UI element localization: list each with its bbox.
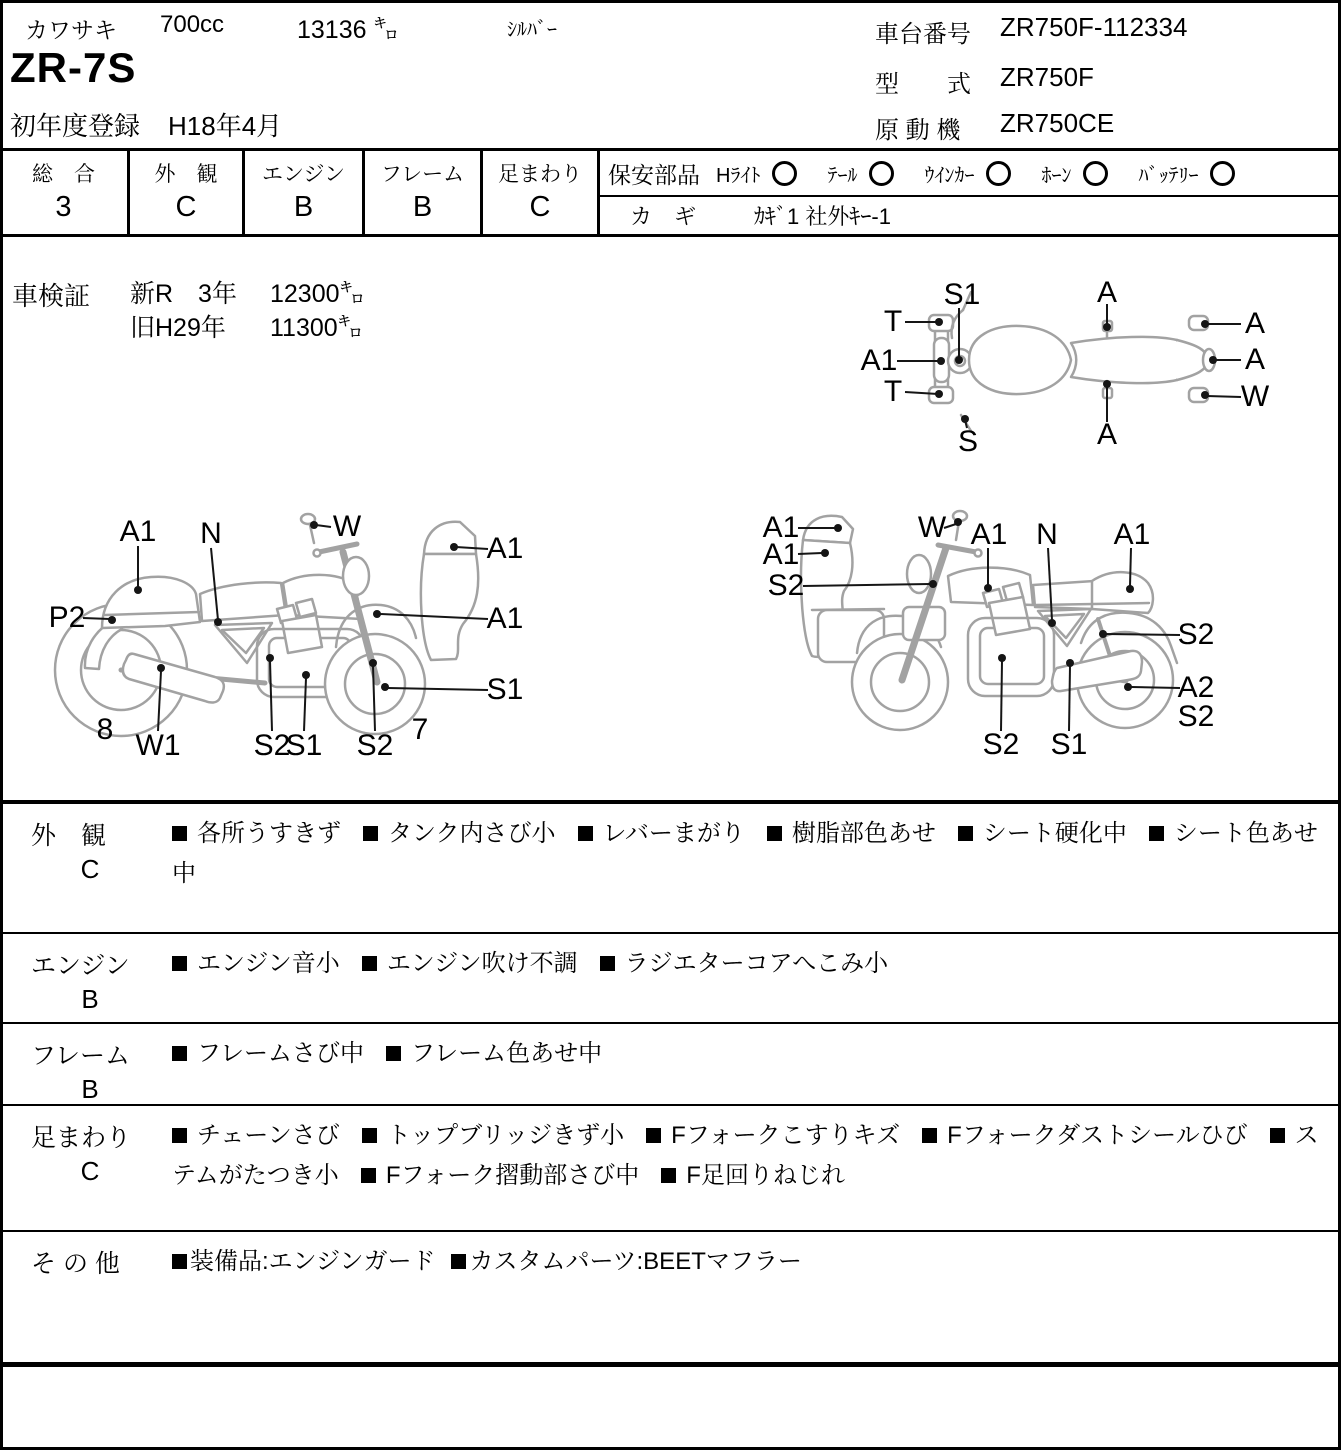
grade-cell-frame xyxy=(365,151,483,234)
damage-code-label: A xyxy=(1244,307,1266,340)
chassis-number-value: ZR750F-112334 xyxy=(1000,12,1188,42)
section-label: エンジン xyxy=(31,952,130,980)
grade-label: フレーム xyxy=(380,163,465,186)
safety-item-tail: ﾃｰﾙ xyxy=(827,159,894,188)
mileage: 13136 ㌔ xyxy=(297,16,399,44)
black-square-bullet xyxy=(922,1128,937,1143)
displacement: 700cc xyxy=(160,11,225,38)
condition-row-exterior xyxy=(0,800,1341,932)
status-circle-icon xyxy=(1210,161,1235,186)
black-square-bullet xyxy=(1270,1128,1285,1143)
grade-label: 総 合 xyxy=(32,163,95,186)
model-code-label: 型 式 xyxy=(875,71,971,98)
damage-code-label: S2 xyxy=(1177,700,1215,733)
model-name: ZR-7S xyxy=(10,44,137,91)
condition-items: チェーンさび トップブリッジきず小 Fフォークこすりキズ Fフォークダストシールひび ステムがたつき小 Fフォーク摺動部さび中 F足回りねじれ xyxy=(172,1122,1319,1189)
left-side-view-damage-diagram xyxy=(25,492,625,792)
damage-code-label: S2 xyxy=(767,569,805,602)
damage-code-label: T xyxy=(883,375,903,408)
first-registration-label: 初年度登録 xyxy=(10,111,141,141)
damage-code-label: S2 xyxy=(1177,618,1215,651)
grade-value: C xyxy=(175,191,197,223)
status-circle-icon xyxy=(986,161,1011,186)
grade-label: エンジン xyxy=(262,163,345,186)
empty-notes-row xyxy=(0,1362,1341,1448)
damage-code-label: N xyxy=(1036,518,1058,551)
tread-depth-label: 8 xyxy=(96,713,114,746)
damage-code-label: A xyxy=(1096,418,1118,451)
damage-code-label: S1 xyxy=(486,673,524,706)
section-grade: C xyxy=(80,1156,100,1186)
damage-code-label: W xyxy=(332,510,362,543)
grade-cell-overall xyxy=(0,151,130,234)
shaken-old-label: 旧H29年 xyxy=(130,314,226,342)
grade-value: B xyxy=(293,191,314,223)
section-label: そ の 他 xyxy=(31,1250,120,1278)
black-square-bullet xyxy=(361,1168,376,1183)
safety-item-horn: ﾎｰﾝ xyxy=(1041,159,1108,188)
model-code-value: ZR750F xyxy=(1000,62,1094,92)
black-square-bullet xyxy=(362,1128,377,1143)
status-circle-icon xyxy=(869,161,894,186)
body-color: ｼﾙﾊﾞｰ xyxy=(507,19,557,41)
grade-cell-exterior xyxy=(130,151,245,234)
black-square-bullet xyxy=(172,1254,187,1269)
black-square-bullet xyxy=(646,1128,661,1143)
tread-depth-label: 7 xyxy=(411,713,429,746)
grade-table xyxy=(0,148,1341,237)
engine-code-label: 原 動 機 xyxy=(875,117,961,144)
condition-items: 各所うすきず タンク内さび小 レバーまがり 樹脂部色あせ シート硬化中 シート色あせ中 xyxy=(172,820,1318,887)
maker-name: カワサキ xyxy=(25,17,117,43)
damage-code-label: A1 xyxy=(1113,518,1151,551)
grade-cell-engine xyxy=(245,151,365,234)
chassis-number-label: 車台番号 xyxy=(875,21,971,48)
damage-code-label: A1 xyxy=(486,532,524,565)
key-value: ｶｷﾞ1 社外ｷｰ-1 xyxy=(754,204,891,229)
black-square-bullet xyxy=(363,826,378,841)
damage-code-label: A1 xyxy=(762,538,800,571)
black-square-bullet xyxy=(767,826,782,841)
grade-value: C xyxy=(529,191,551,223)
black-square-bullet xyxy=(1149,826,1164,841)
safety-item-battery: ﾊﾞｯﾃﾘｰ xyxy=(1138,159,1235,188)
section-label: 外 観 xyxy=(31,822,107,850)
condition-items: フレームさび中 フレーム色あせ中 xyxy=(172,1034,1331,1074)
black-square-bullet xyxy=(172,826,187,841)
damage-code-label: A2 xyxy=(1177,671,1215,704)
condition-row-other xyxy=(0,1230,1341,1362)
damage-code-label: S1 xyxy=(285,729,323,762)
key-label: カ ギ xyxy=(630,204,697,229)
condition-row-undercarriage xyxy=(0,1104,1341,1230)
black-square-bullet xyxy=(451,1254,466,1269)
safety-parts-box xyxy=(600,151,1341,234)
black-square-bullet xyxy=(661,1168,676,1183)
black-square-bullet xyxy=(172,1128,187,1143)
condition-items: 装備品:エンジンガード カスタムパーツ:BEETマフラー xyxy=(172,1242,1331,1282)
shaken-new-label: 新R 3年 xyxy=(130,280,237,308)
black-square-bullet xyxy=(600,956,615,971)
damage-code-label: A1 xyxy=(119,515,157,548)
damage-code-label: A xyxy=(1096,276,1118,309)
safety-parts-label: 保安部品 xyxy=(608,161,700,188)
section-label: フレーム xyxy=(31,1042,131,1070)
black-square-bullet xyxy=(172,956,187,971)
key-row xyxy=(600,197,1341,234)
damage-code-label: S2 xyxy=(356,729,394,762)
damage-code-label: W xyxy=(1240,380,1270,413)
section-label: 足まわり xyxy=(31,1124,132,1152)
top-view-damage-diagram xyxy=(855,272,1335,462)
damage-code-label: S1 xyxy=(943,278,981,311)
damage-code-label: A1 xyxy=(486,602,524,635)
shaken-new-mileage: 12300㌔ xyxy=(270,280,365,308)
damage-code-label: S xyxy=(957,425,979,458)
section-grade: B xyxy=(81,1074,99,1104)
shaken-old-mileage: 11300㌔ xyxy=(270,314,363,342)
shaken-label: 車検証 xyxy=(12,281,91,311)
section-grade: B xyxy=(81,984,99,1014)
damage-code-label: S2 xyxy=(982,728,1020,761)
right-side-view-damage-diagram xyxy=(740,490,1340,790)
black-square-bullet xyxy=(362,956,377,971)
status-circle-icon xyxy=(1083,161,1108,186)
grade-value: 3 xyxy=(55,191,72,223)
first-registration-value: H18年4月 xyxy=(168,111,283,141)
grade-label: 外 観 xyxy=(154,163,218,186)
damage-code-label: S1 xyxy=(1050,728,1088,761)
safety-item-headlight: Hﾗｲﾄ xyxy=(716,159,797,188)
condition-row-frame xyxy=(0,1022,1341,1104)
damage-code-label: W xyxy=(917,511,947,544)
grade-cell-undercarriage xyxy=(483,151,600,234)
black-square-bullet xyxy=(578,826,593,841)
damage-code-label: P2 xyxy=(48,601,86,634)
damage-code-label: N xyxy=(200,517,222,550)
black-square-bullet xyxy=(386,1046,401,1061)
black-square-bullet xyxy=(172,1046,187,1061)
grade-value: B xyxy=(412,191,433,223)
damage-code-label: A1 xyxy=(860,344,898,377)
grade-label: 足まわり xyxy=(498,163,582,186)
damage-code-label: T xyxy=(883,305,903,338)
black-square-bullet xyxy=(958,826,973,841)
damage-code-label: S2 xyxy=(253,729,291,762)
section-grade: C xyxy=(80,854,100,884)
damage-code-label: W1 xyxy=(135,729,181,762)
safety-parts-row xyxy=(600,151,1341,197)
damage-code-label: A1 xyxy=(970,518,1008,551)
damage-code-label: A xyxy=(1244,343,1266,376)
condition-items: エンジン音小 エンジン吹け不調 ラジエターコアへこみ小 xyxy=(172,944,1331,984)
left-side-motorcycle-drawing xyxy=(25,492,625,792)
status-circle-icon xyxy=(772,161,797,186)
condition-row-engine xyxy=(0,932,1341,1022)
safety-item-winker: ｳｲﾝｶｰ xyxy=(924,159,1011,188)
engine-code-value: ZR750CE xyxy=(1000,108,1115,138)
damage-code-label: A1 xyxy=(762,511,800,544)
